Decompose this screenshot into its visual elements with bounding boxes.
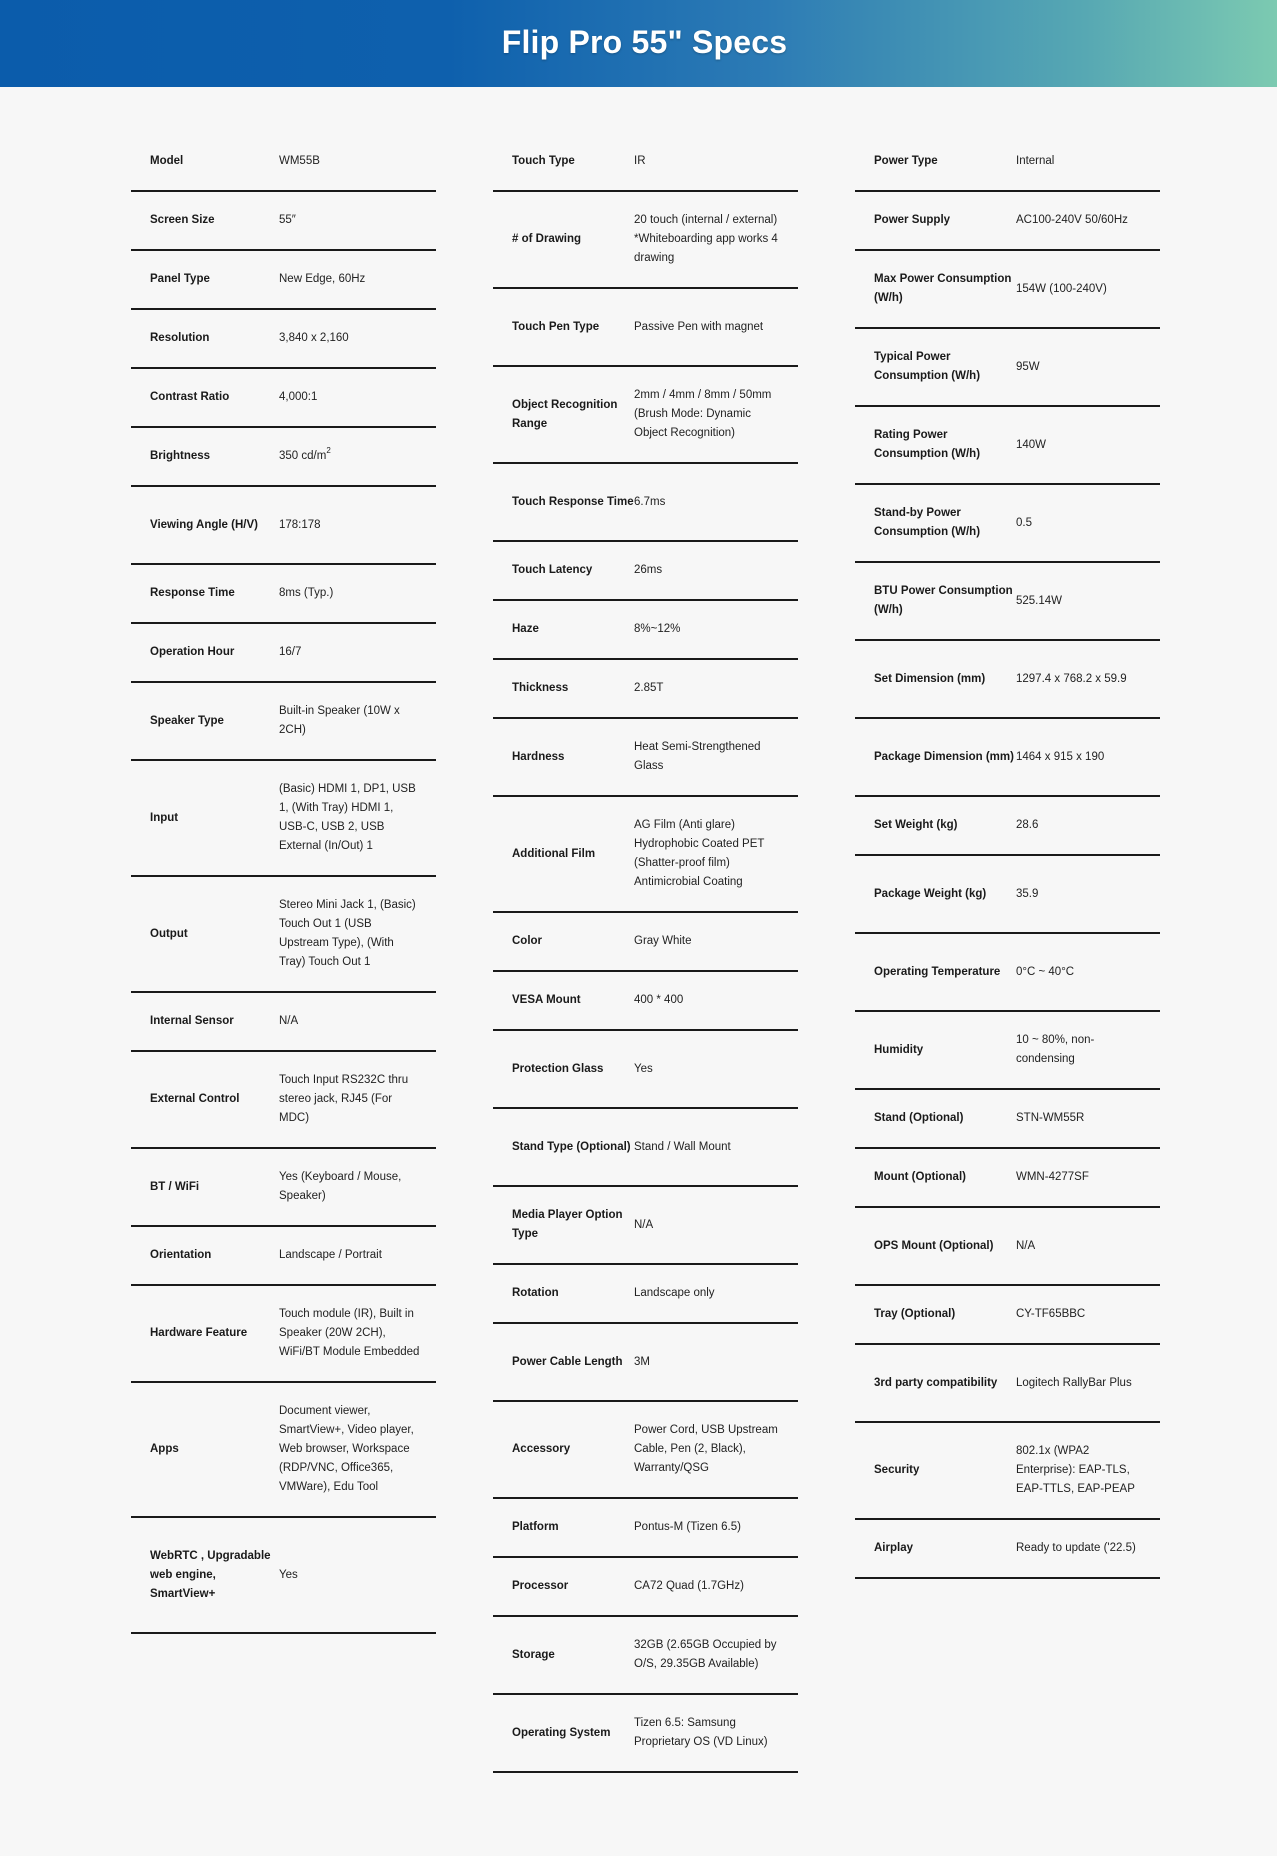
spec-value: Gray White [634, 935, 692, 947]
spec-row [493, 192, 798, 289]
spec-label: Panel Type [150, 273, 210, 285]
spec-value [279, 447, 436, 466]
spec-label: Accessory [512, 1443, 571, 1455]
spec-value: 4,000:1 [279, 391, 318, 403]
spec-label: Speaker Type [150, 714, 224, 727]
spec-column-1 [131, 133, 436, 1634]
spec-value: (Basic) HDMI 1, DP1, USB 1, (With Tray) HDMI 1, USB-C, USB 2, USB External (In/Out) 1 [279, 783, 416, 852]
spec-label: Rating Power Consumption (W/h) [874, 429, 981, 460]
spec-value: 1297.4 x 768.2 x 59.9 [1016, 672, 1127, 685]
spec-label: External Control [150, 1093, 240, 1105]
spec-label: Touch Latency [512, 564, 593, 576]
spec-value: 28.6 [1016, 819, 1039, 831]
spec-value: N/A [279, 1015, 299, 1027]
spec-value: Ready to update ('22.5) [1016, 1542, 1136, 1554]
spec-column-2 [493, 133, 798, 1773]
spec-label: VESA Mount [512, 994, 581, 1006]
spec-row [131, 761, 436, 877]
spec-label: OPS Mount (Optional) [874, 1239, 994, 1252]
spec-value: Stand / Wall Mount [634, 1140, 731, 1153]
spec-value: 2.85T [634, 682, 664, 694]
spec-label: Operating Temperature [874, 965, 1001, 978]
spec-row [855, 1423, 1160, 1520]
spec-value: Pontus-M (Tizen 6.5) [634, 1521, 741, 1533]
spec-label: Protection Glass [512, 1062, 604, 1075]
spec-row [493, 1558, 798, 1617]
spec-label: Media Player Option Type [512, 1209, 623, 1240]
spec-label: Response Time [150, 587, 235, 599]
spec-value: N/A [634, 1218, 654, 1231]
spec-value: Stereo Mini Jack 1, (Basic) Touch Out 1 (USB Upstream Type), (With Tray) Touch Out 1 [279, 899, 416, 968]
spec-row [131, 251, 436, 310]
spec-label: WebRTC , Upgradable web engine, SmartView+ [150, 1549, 271, 1600]
spec-row [493, 1187, 798, 1265]
spec-value: IR [634, 155, 646, 167]
superscript-2: 2 [326, 446, 331, 456]
spec-row [855, 797, 1160, 856]
spec-value: WM55B [279, 155, 320, 167]
spec-value: 802.1x (WPA2 Enterprise): EAP-TLS, EAP-TTLS, EAP-PEAP [1016, 1445, 1135, 1495]
spec-label: Screen Size [150, 214, 215, 226]
spec-label: Platform [512, 1521, 559, 1533]
spec-value: Document viewer, SmartView+, Video player, Web browser, Workspace (RDP/VNC, Office365, VMWare), Edu Tool [279, 1405, 414, 1493]
spec-row [855, 719, 1160, 797]
spec-row [493, 289, 798, 367]
spec-label: Contrast Ratio [150, 391, 230, 403]
spec-value: Tizen 6.5: Samsung Proprietary OS (VD Linux) [634, 1717, 768, 1748]
spec-row [493, 1499, 798, 1558]
spec-label: Viewing Angle (H/V) [150, 518, 258, 531]
spec-row [131, 428, 436, 487]
spec-row [855, 856, 1160, 934]
spec-value: Touch Input RS232C thru stereo jack, RJ45 (For MDC) [279, 1074, 409, 1124]
spec-value: 178:178 [279, 518, 321, 531]
page-header [0, 0, 1277, 87]
spec-label: Brightness [150, 450, 211, 462]
spec-value: 1464 x 915 x 190 [1016, 750, 1105, 763]
spec-row [131, 993, 436, 1052]
spec-column-3 [855, 133, 1160, 1579]
spec-value: 8ms (Typ.) [279, 587, 334, 599]
spec-row [493, 660, 798, 719]
spec-label: Power Supply [874, 214, 951, 226]
spec-row [493, 1265, 798, 1324]
spec-label: Apps [150, 1443, 179, 1455]
spec-row [855, 133, 1160, 192]
spec-value: 6.7ms [634, 495, 666, 508]
spec-label: Additional Film [512, 847, 596, 860]
spec-value: Built-in Speaker (10W x 2CH) [279, 705, 400, 736]
spec-label: Humidity [874, 1043, 924, 1056]
spec-value: 140W [1016, 438, 1047, 451]
spec-label: Stand (Optional) [874, 1112, 964, 1124]
spec-label: Processor [512, 1580, 569, 1592]
spec-value: STN-WM55R [1016, 1112, 1085, 1124]
spec-value: 35.9 [1016, 887, 1039, 900]
spec-label: Color [512, 935, 543, 947]
spec-value: 3M [634, 1355, 650, 1368]
spec-row [855, 1208, 1160, 1286]
spec-row [131, 1286, 436, 1383]
spec-label: Storage [512, 1648, 555, 1661]
spec-label: Orientation [150, 1249, 212, 1261]
spec-value: 95W [1016, 360, 1040, 373]
spec-row [493, 972, 798, 1031]
spec-row [493, 913, 798, 972]
spec-value: CY-TF65BBC [1016, 1308, 1086, 1320]
spec-label: Hardness [512, 750, 565, 763]
spec-label: 3rd party compatibility [874, 1376, 998, 1389]
spec-row [855, 1149, 1160, 1208]
spec-value: N/A [1016, 1239, 1036, 1252]
spec-row [855, 407, 1160, 485]
spec-row [493, 1402, 798, 1499]
spec-row [493, 464, 798, 542]
spec-row [131, 683, 436, 761]
spec-row [131, 310, 436, 369]
spec-label: Operating System [512, 1726, 611, 1739]
spec-label: Tray (Optional) [874, 1308, 956, 1320]
spec-row [855, 641, 1160, 719]
spec-value: 10 ~ 80%, non-condensing [1016, 1034, 1095, 1065]
spec-row [131, 369, 436, 428]
spec-value: Internal [1016, 155, 1055, 167]
spec-label: Power Type [874, 155, 938, 167]
spec-row [493, 133, 798, 192]
spec-row [493, 601, 798, 660]
spec-row [131, 565, 436, 624]
spec-value: 525.14W [1016, 594, 1063, 607]
spec-row [131, 487, 436, 565]
spec-value: 32GB (2.65GB Occupied by O/S, 29.35GB Available) [634, 1639, 777, 1670]
spec-value: CA72 Quad (1.7GHz) [634, 1580, 744, 1592]
spec-row [855, 1012, 1160, 1090]
spec-value: Yes [634, 1062, 653, 1075]
spec-value: Logitech RallyBar Plus [1016, 1376, 1132, 1389]
spec-label: Input [150, 811, 179, 824]
spec-value: 26ms [634, 564, 663, 576]
spec-label: Touch Pen Type [512, 320, 600, 333]
spec-row [855, 251, 1160, 329]
spec-label: Package Dimension (mm) [874, 750, 1014, 763]
spec-row [131, 1149, 436, 1227]
spec-row [493, 367, 798, 464]
brightness-value-text: 350 cd/m [279, 450, 327, 462]
spec-row [493, 719, 798, 797]
spec-label: Hardware Feature [150, 1327, 248, 1339]
spec-value: 55″ [279, 214, 296, 226]
spec-value: 154W (100-240V) [1016, 282, 1107, 295]
spec-row [855, 934, 1160, 1012]
spec-label: Object Recognition Range [512, 398, 618, 430]
spec-label: Output [150, 927, 188, 940]
spec-label: BT / WiFi [150, 1180, 200, 1193]
spec-value: 16/7 [279, 646, 302, 658]
spec-label: # of Drawing [512, 233, 582, 245]
spec-value: Touch module (IR), Built in Speaker (20W 2CH), WiFi/BT Module Embedded [279, 1308, 420, 1358]
spec-label: Model [150, 155, 184, 167]
spec-label: Internal Sensor [150, 1015, 234, 1027]
spec-value: 0.5 [1016, 516, 1032, 529]
spec-row [131, 624, 436, 683]
spec-row [855, 1520, 1160, 1579]
spec-row [131, 1052, 436, 1149]
spec-value: Heat Semi-Strengthened Glass [634, 741, 761, 772]
spec-label: Rotation [512, 1287, 559, 1299]
spec-row [855, 1090, 1160, 1149]
spec-value: Landscape / Portrait [279, 1249, 382, 1261]
spec-label: Airplay [874, 1542, 913, 1554]
spec-value: AC100-240V 50/60Hz [1016, 214, 1128, 226]
spec-value: Passive Pen with magnet [634, 320, 764, 333]
spec-row [131, 1518, 436, 1634]
spec-row [855, 485, 1160, 563]
spec-row [855, 1286, 1160, 1345]
spec-row [855, 1345, 1160, 1423]
page-title: Flip Pro 55" Specs [501, 24, 788, 60]
spec-row [131, 877, 436, 993]
spec-row [493, 542, 798, 601]
spec-row [493, 797, 798, 913]
spec-row [493, 1324, 798, 1402]
spec-row [855, 329, 1160, 407]
spec-row [493, 1617, 798, 1695]
spec-value: AG Film (Anti glare) Hydrophobic Coated PET (Shatter-proof film) Antimicrobial Coating [634, 819, 765, 888]
spec-label: Stand-by Power Consumption (W/h) [874, 507, 981, 538]
spec-value: 20 touch (internal / external) *Whiteboarding app works 4 drawing [634, 214, 778, 264]
spec-row [493, 1695, 798, 1773]
spec-label: Touch Type [512, 155, 575, 167]
spec-row [855, 192, 1160, 251]
spec-label: Touch Response Time [512, 495, 634, 508]
spec-label: Security [874, 1464, 920, 1476]
spec-label: Mount (Optional) [874, 1171, 966, 1183]
spec-row [131, 1227, 436, 1286]
spec-value: WMN-4277SF [1016, 1171, 1089, 1183]
spec-value: 0°C ~ 40°C [1016, 965, 1075, 978]
spec-row [131, 192, 436, 251]
spec-label: Stand Type (Optional) [512, 1140, 631, 1153]
spec-row [493, 1109, 798, 1187]
spec-row [493, 1031, 798, 1109]
spec-label: Haze [512, 623, 539, 635]
spec-value: Yes (Keyboard / Mouse, Speaker) [279, 1171, 402, 1202]
spec-value: New Edge, 60Hz [279, 273, 366, 285]
spec-row [131, 1383, 436, 1518]
spec-label: Power Cable Length [512, 1355, 623, 1368]
spec-value: Yes [279, 1568, 298, 1581]
spec-label: Set Weight (kg) [874, 819, 958, 831]
spec-label: Thickness [512, 682, 569, 694]
spec-row [131, 133, 436, 192]
spec-label: Set Dimension (mm) [874, 672, 986, 685]
spec-label: Resolution [150, 332, 210, 344]
spec-label: Package Weight (kg) [874, 887, 987, 900]
spec-value: 400 * 400 [634, 994, 684, 1006]
spec-value: Landscape only [634, 1287, 715, 1299]
spec-value: Power Cord, USB Upstream Cable, Pen (2, Black), Warranty/QSG [634, 1424, 778, 1474]
spec-label: Operation Hour [150, 646, 235, 658]
spec-label: Typical Power Consumption (W/h) [874, 351, 981, 382]
spec-row [855, 563, 1160, 641]
spec-label: BTU Power Consumption (W/h) [874, 585, 1013, 616]
spec-value: 2mm / 4mm / 8mm / 50mm (Brush Mode: Dynamic Object Recognition) [634, 389, 772, 439]
spec-value: 8%~12% [634, 623, 681, 635]
spec-value: 3,840 x 2,160 [279, 332, 349, 344]
spec-label: Max Power Consumption (W/h) [874, 273, 1012, 304]
